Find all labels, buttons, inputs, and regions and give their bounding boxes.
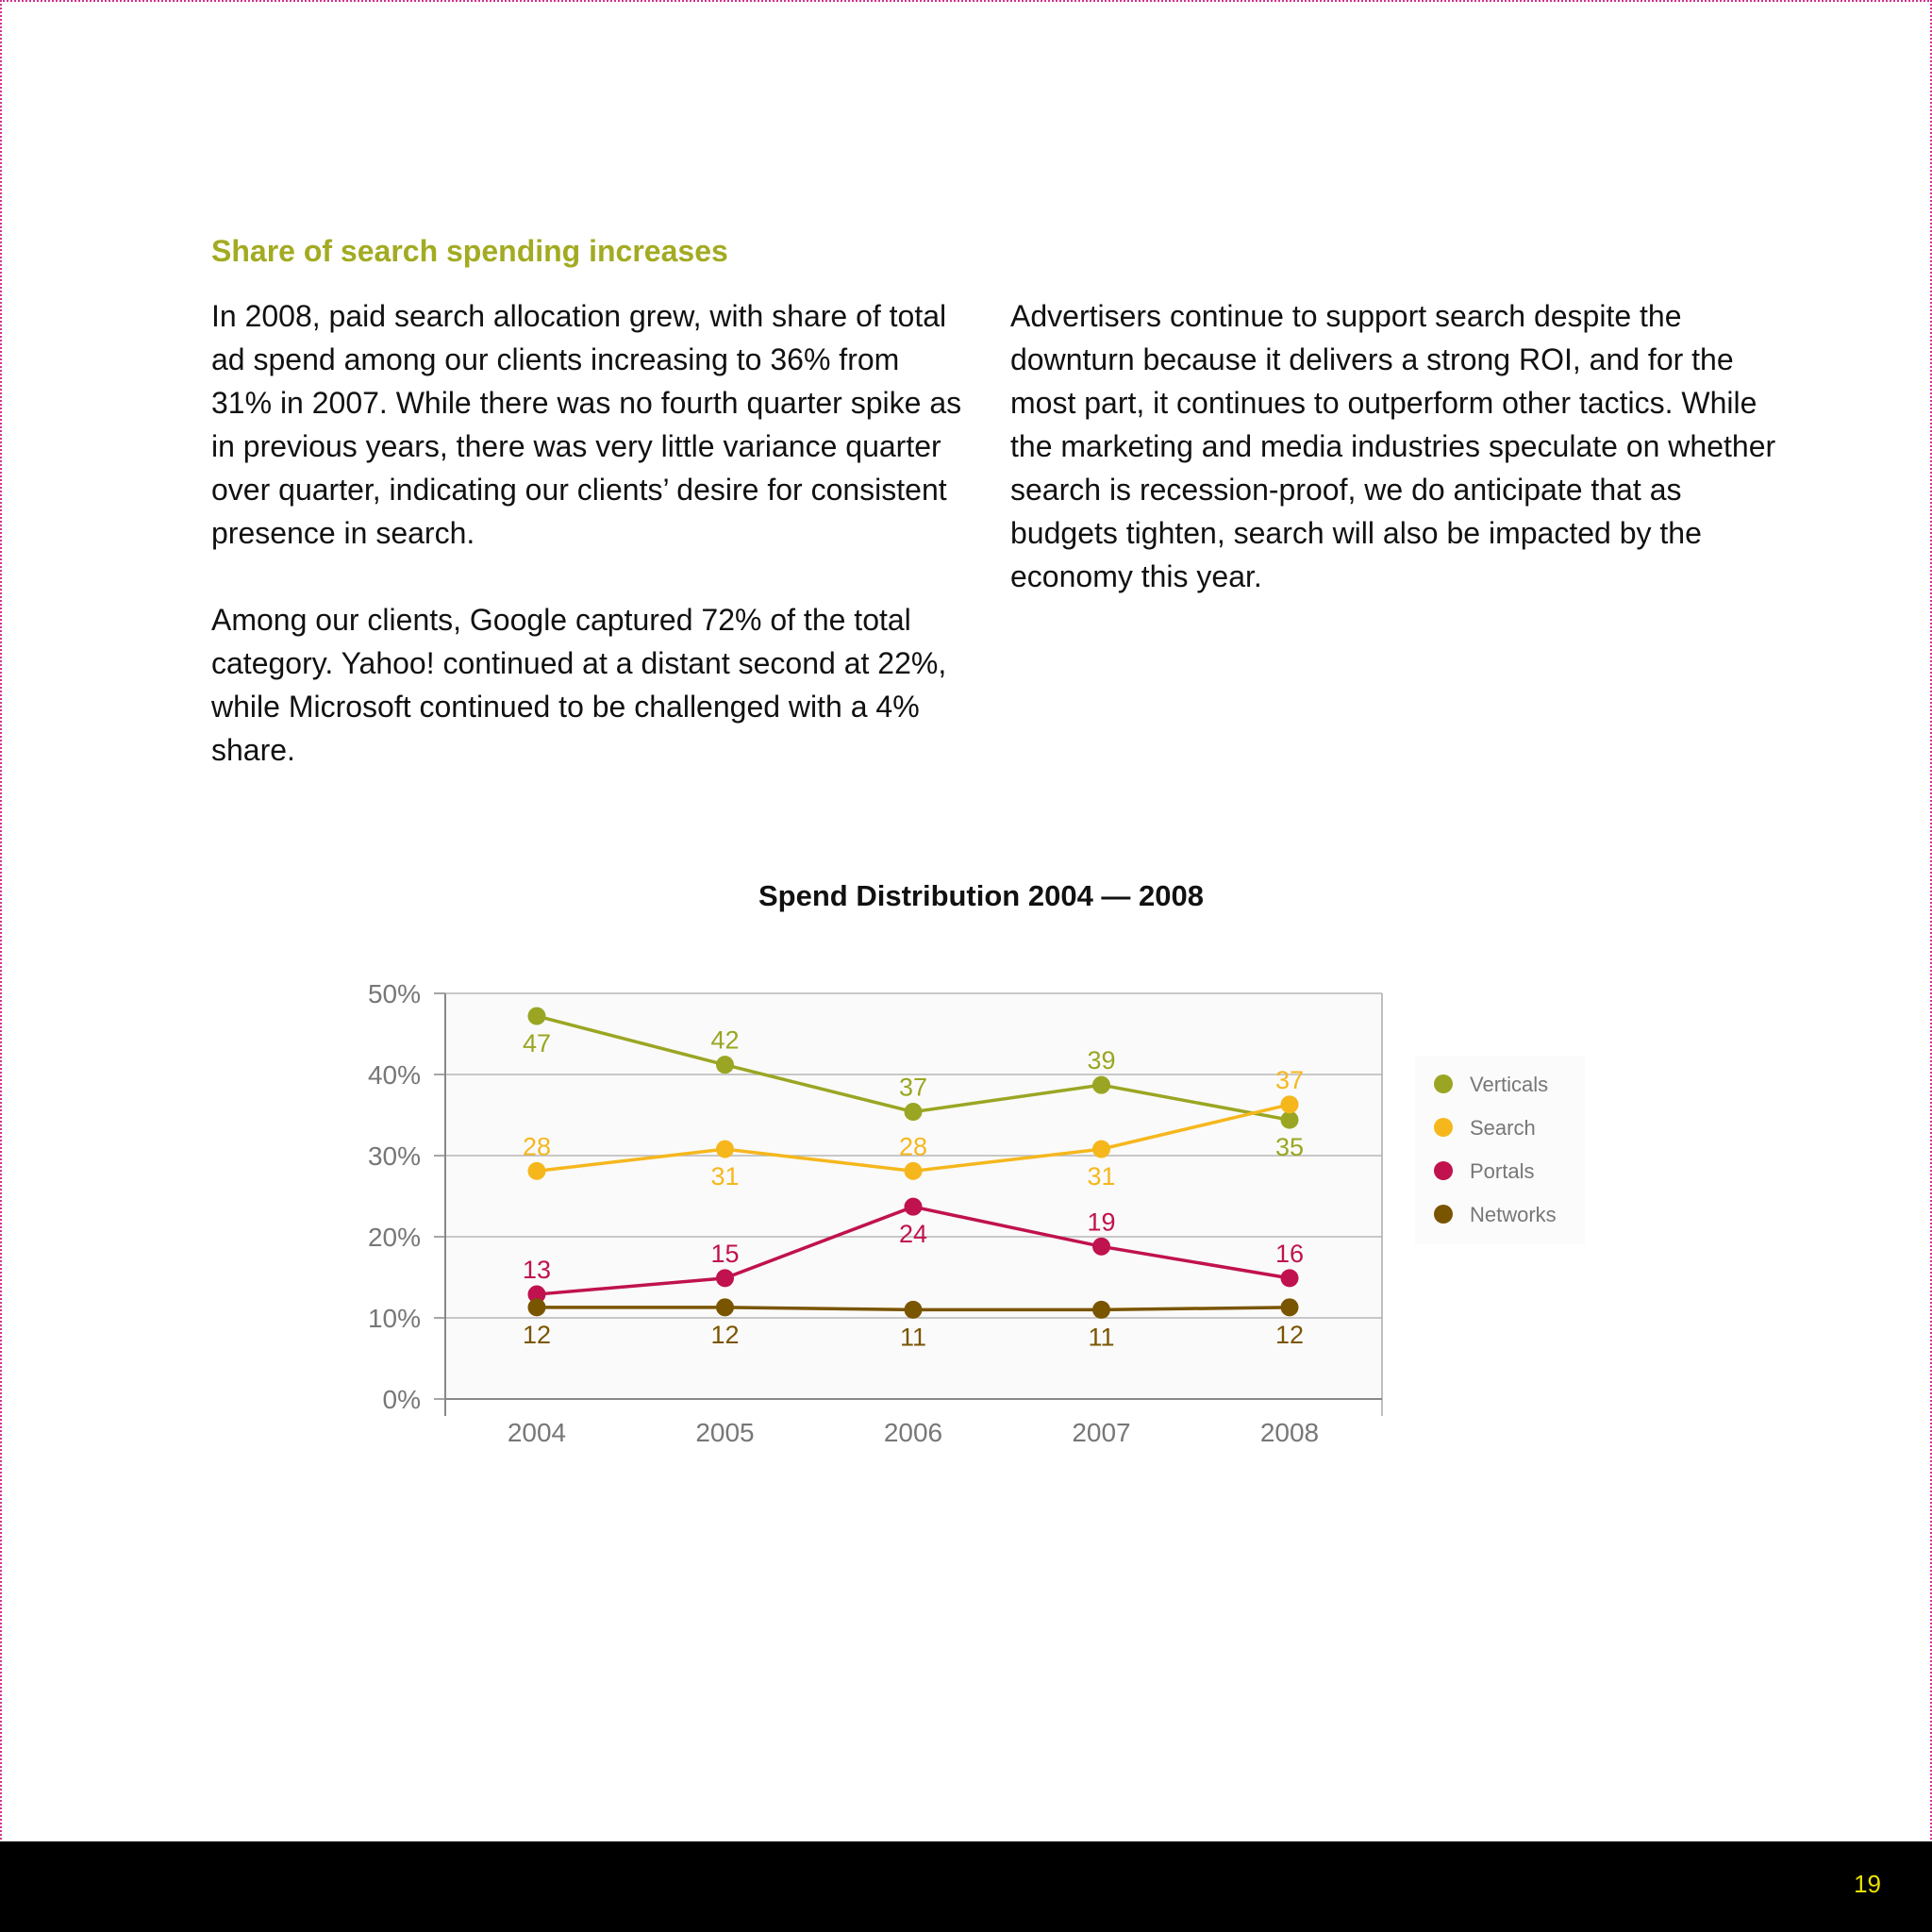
x-tick-label: 2008 bbox=[1259, 1418, 1320, 1447]
data-label-verticals: 35 bbox=[1274, 1133, 1305, 1162]
data-label-portals: 19 bbox=[1087, 1208, 1116, 1237]
data-point-portals bbox=[1092, 1238, 1110, 1256]
data-label-networks: 12 bbox=[522, 1320, 552, 1349]
data-label-portals: 16 bbox=[1274, 1239, 1305, 1268]
y-tick-label: 50% bbox=[367, 979, 421, 1008]
data-point-networks bbox=[1092, 1301, 1110, 1319]
data-label-networks: 12 bbox=[1274, 1320, 1305, 1349]
x-tick-label: 2004 bbox=[507, 1418, 567, 1447]
right-column bbox=[1010, 294, 1784, 641]
left-column bbox=[211, 294, 966, 815]
data-point-search bbox=[905, 1162, 923, 1180]
x-tick-label: 2006 bbox=[883, 1418, 943, 1447]
y-tick-label: 30% bbox=[367, 1141, 421, 1171]
spend-distribution-chart bbox=[321, 877, 1641, 1481]
footer-bar bbox=[0, 1841, 1932, 1932]
legend-label-verticals: Verticals bbox=[1470, 1073, 1549, 1096]
data-label-search: 31 bbox=[710, 1162, 740, 1191]
data-label-networks: 11 bbox=[899, 1323, 927, 1352]
data-point-networks bbox=[528, 1298, 546, 1316]
page-number: 19 bbox=[1854, 1870, 1881, 1898]
data-label-verticals: 47 bbox=[522, 1029, 552, 1058]
left-paragraph-1: In 2008, paid search allocation grew, with share of total ad spend among our clients increasing to 36% from 31% in 2007. While there was no fourth quarter spike as in previous years, there was very little variance quarter over quarter, indicating our clients’ desire for consistent presence in search. bbox=[211, 299, 962, 550]
data-label-networks: 12 bbox=[710, 1320, 740, 1349]
x-tick-label: 2007 bbox=[1072, 1418, 1131, 1447]
data-label-verticals: 39 bbox=[1087, 1046, 1116, 1075]
data-point-portals bbox=[1281, 1269, 1299, 1287]
data-point-verticals bbox=[1281, 1111, 1299, 1129]
chart-title: Spend Distribution 2004 — 2008 bbox=[758, 879, 1205, 912]
data-label-verticals: 37 bbox=[898, 1073, 928, 1102]
data-point-portals bbox=[905, 1198, 923, 1216]
data-label-search: 28 bbox=[898, 1132, 928, 1161]
legend-swatch-search bbox=[1434, 1118, 1453, 1137]
data-label-search: 37 bbox=[1274, 1065, 1305, 1094]
data-point-networks bbox=[1281, 1298, 1299, 1316]
chart-svg bbox=[321, 877, 1641, 1481]
left-paragraph-2: Among our clients, Google captured 72% of the total category. Yahoo! continued at a distant second at 22%, while Microsoft continued to be challenged with a 4% share. bbox=[211, 603, 947, 767]
data-label-portals: 24 bbox=[898, 1220, 928, 1249]
data-point-portals bbox=[716, 1269, 734, 1287]
legend-label-search: Search bbox=[1470, 1116, 1536, 1140]
legend-swatch-verticals bbox=[1434, 1074, 1453, 1093]
legend-swatch-portals bbox=[1434, 1161, 1453, 1180]
data-label-search: 28 bbox=[522, 1132, 552, 1161]
data-point-search bbox=[716, 1141, 734, 1158]
x-tick-label: 2005 bbox=[695, 1418, 755, 1447]
y-tick-label: 10% bbox=[367, 1304, 421, 1333]
data-point-search bbox=[1281, 1095, 1299, 1113]
data-point-verticals bbox=[716, 1056, 734, 1074]
data-label-verticals: 42 bbox=[710, 1025, 740, 1055]
section-heading: Share of search spending increases bbox=[211, 234, 728, 268]
data-label-portals: 13 bbox=[522, 1256, 552, 1285]
legend-swatch-networks bbox=[1434, 1205, 1453, 1224]
y-tick-label: 20% bbox=[367, 1223, 421, 1252]
data-point-networks bbox=[905, 1301, 923, 1319]
data-point-search bbox=[1092, 1141, 1110, 1158]
data-label-search: 31 bbox=[1087, 1162, 1116, 1191]
y-tick-label: 40% bbox=[367, 1060, 421, 1090]
data-point-verticals bbox=[905, 1103, 923, 1121]
legend-label-portals: Portals bbox=[1470, 1159, 1535, 1183]
y-tick-label: 0% bbox=[382, 1385, 421, 1414]
data-point-verticals bbox=[528, 1008, 546, 1025]
data-point-verticals bbox=[1092, 1076, 1110, 1094]
data-point-networks bbox=[716, 1298, 734, 1316]
right-paragraph-1: Advertisers continue to support search despite the downturn because it delivers a strong ROI, and for the most part, it continues to outperform other tactics. While the marketing and media industries speculate on whether search is recession-proof, we do anticipate that as budgets tighten, search will also be impacted by the economy this year. bbox=[1010, 299, 1776, 593]
legend-label-networks: Networks bbox=[1470, 1203, 1557, 1226]
data-label-portals: 15 bbox=[710, 1239, 740, 1268]
data-point-search bbox=[528, 1162, 546, 1180]
data-label-networks: 11 bbox=[1088, 1323, 1115, 1352]
